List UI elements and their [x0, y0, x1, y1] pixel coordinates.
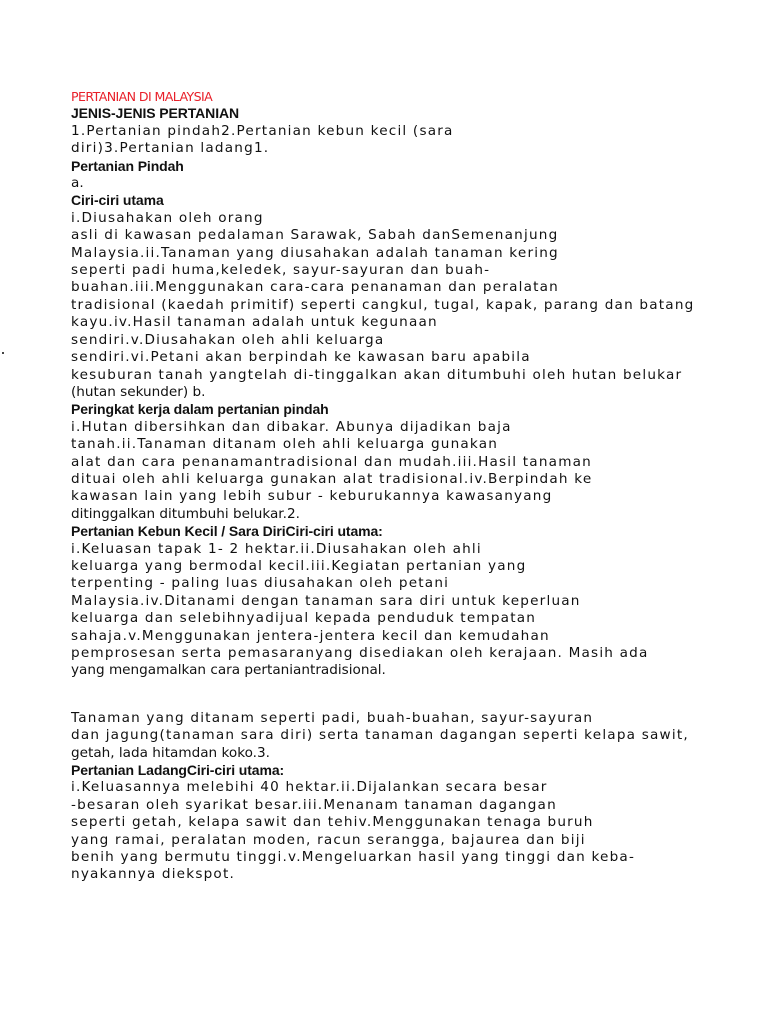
text-line: seperti getah, kelapa sawit dan tehiv.Menggunakan tenaga buruh [71, 814, 594, 831]
text-line: benih yang bermutu tinggi.v.Mengeluarkan hasil yang tinggi dan keba- [71, 849, 636, 866]
text-line: i.Diusahakan oleh orang [71, 209, 264, 226]
text-line: kayu.iv.Hasil tanaman adalah untuk kegunaan [71, 314, 438, 331]
section-heading: Pertanian Kebun Kecil / Sara DiriCiri-ciri utama: [71, 523, 383, 540]
section-heading: JENIS-JENIS PERTANIAN [71, 105, 240, 122]
text-line: seperti padi huma,keledek, sayur-sayuran dan buah- [71, 262, 491, 279]
text-line: i.Keluasannya melebihi 40 hektar.ii.Dijalankan secara besar [71, 779, 548, 796]
text-line: i.Keluasan tapak 1- 2 hektar.ii.Diusahakan oleh ahli [71, 540, 482, 557]
text-line: getah, lada hitamdan koko.3. [71, 744, 270, 761]
section-heading: Peringkat kerja dalam pertanian pindah [71, 401, 329, 418]
text-line: i.Hutan dibersihkan dan dibakar. Abunya dijadikan baja [71, 418, 512, 435]
document-title: PERTANIAN DI MALAYSIA [71, 89, 213, 104]
text-line: kesuburan tanah yangtelah di-tinggalkan akan ditumbuhi oleh hutan belukar [71, 366, 683, 383]
section-heading: Pertanian Pindah [71, 157, 184, 174]
text-line: buahan.iii.Menggunakan cara-cara penanaman dan peralatan [71, 279, 559, 296]
text-line: keluarga yang bermodal kecil.iii.Kegiatan pertanian yang [71, 557, 527, 574]
text-line: Malaysia.ii.Tanaman yang diusahakan adalah tanaman kering [71, 244, 559, 261]
text-line: tradisional (kaedah primitif) seperti cangkul, tugal, kapak, parang dan batang [71, 296, 695, 313]
text-line: kawasan lain yang lebih subur - keburukannya kawasanyang [71, 488, 553, 505]
text-line: -besaran oleh syarikat besar.iii.Menanam tanaman dagangan [71, 796, 557, 813]
text-line: ditinggalkan ditumbuhi belukar.2. [71, 505, 300, 522]
document-content [71, 105, 703, 883]
paragraph-gap [71, 680, 703, 710]
text-line: Malaysia.iv.Ditanami dengan tanaman sara diri untuk keperluan [71, 592, 581, 609]
text-line: alat dan cara penanamantradisional dan mudah.iii.Hasil tanaman [71, 453, 592, 470]
text-line: (hutan sekunder) b. [71, 383, 206, 400]
text-line: a. [71, 175, 84, 192]
text-line: yang ramai, peralatan moden, racun serangga, bajaurea dan biji [71, 831, 586, 848]
section-heading: Ciri-ciri utama [71, 192, 164, 209]
text-line: 1.Pertanian pindah2.Pertanian kebun kecil (sara [71, 122, 454, 139]
document-body [71, 88, 703, 884]
text-line: sendiri.vi.Petani akan berpindah ke kawasan baru apabila [71, 349, 531, 366]
text-line: tanah.ii.Tanaman ditanam oleh ahli keluarga gunakan [71, 436, 499, 453]
text-line: keluarga dan selebihnyadijual kepada penduduk tempatan [71, 610, 537, 627]
text-line: yang mengamalkan cara pertaniantradisional. [71, 662, 386, 679]
text-line: sendiri.v.Diusahakan oleh ahli keluarga [71, 331, 385, 348]
text-line: sahaja.v.Menggunakan jentera-jentera kecil dan kemudahan [71, 627, 550, 644]
text-line: asli di kawasan pedalaman Sarawak, Sabah danSemenanjung [71, 227, 559, 244]
text-line: dan jagung(tanaman sara diri) serta tanaman dagangan seperti kelapa sawit, [71, 727, 689, 744]
text-line: terpenting - paling luas diusahakan oleh petani [71, 575, 450, 592]
text-line: dituai oleh ahli keluarga gunakan alat tradisional.iv.Berpindah ke [71, 470, 593, 487]
text-line: Tanaman yang ditanam seperti padi, buah-buahan, sayur-sayuran [71, 709, 594, 726]
text-line: pemprosesan serta pemasaranyang disediakan oleh kerajaan. Masih ada [71, 645, 649, 661]
text-line: nyakannya diekspot. [71, 866, 236, 883]
section-heading: Pertanian LadangCiri-ciri utama: [71, 762, 285, 779]
stray-mark [2, 352, 4, 354]
text-line: diri)3.Pertanian ladang1. [71, 140, 270, 157]
